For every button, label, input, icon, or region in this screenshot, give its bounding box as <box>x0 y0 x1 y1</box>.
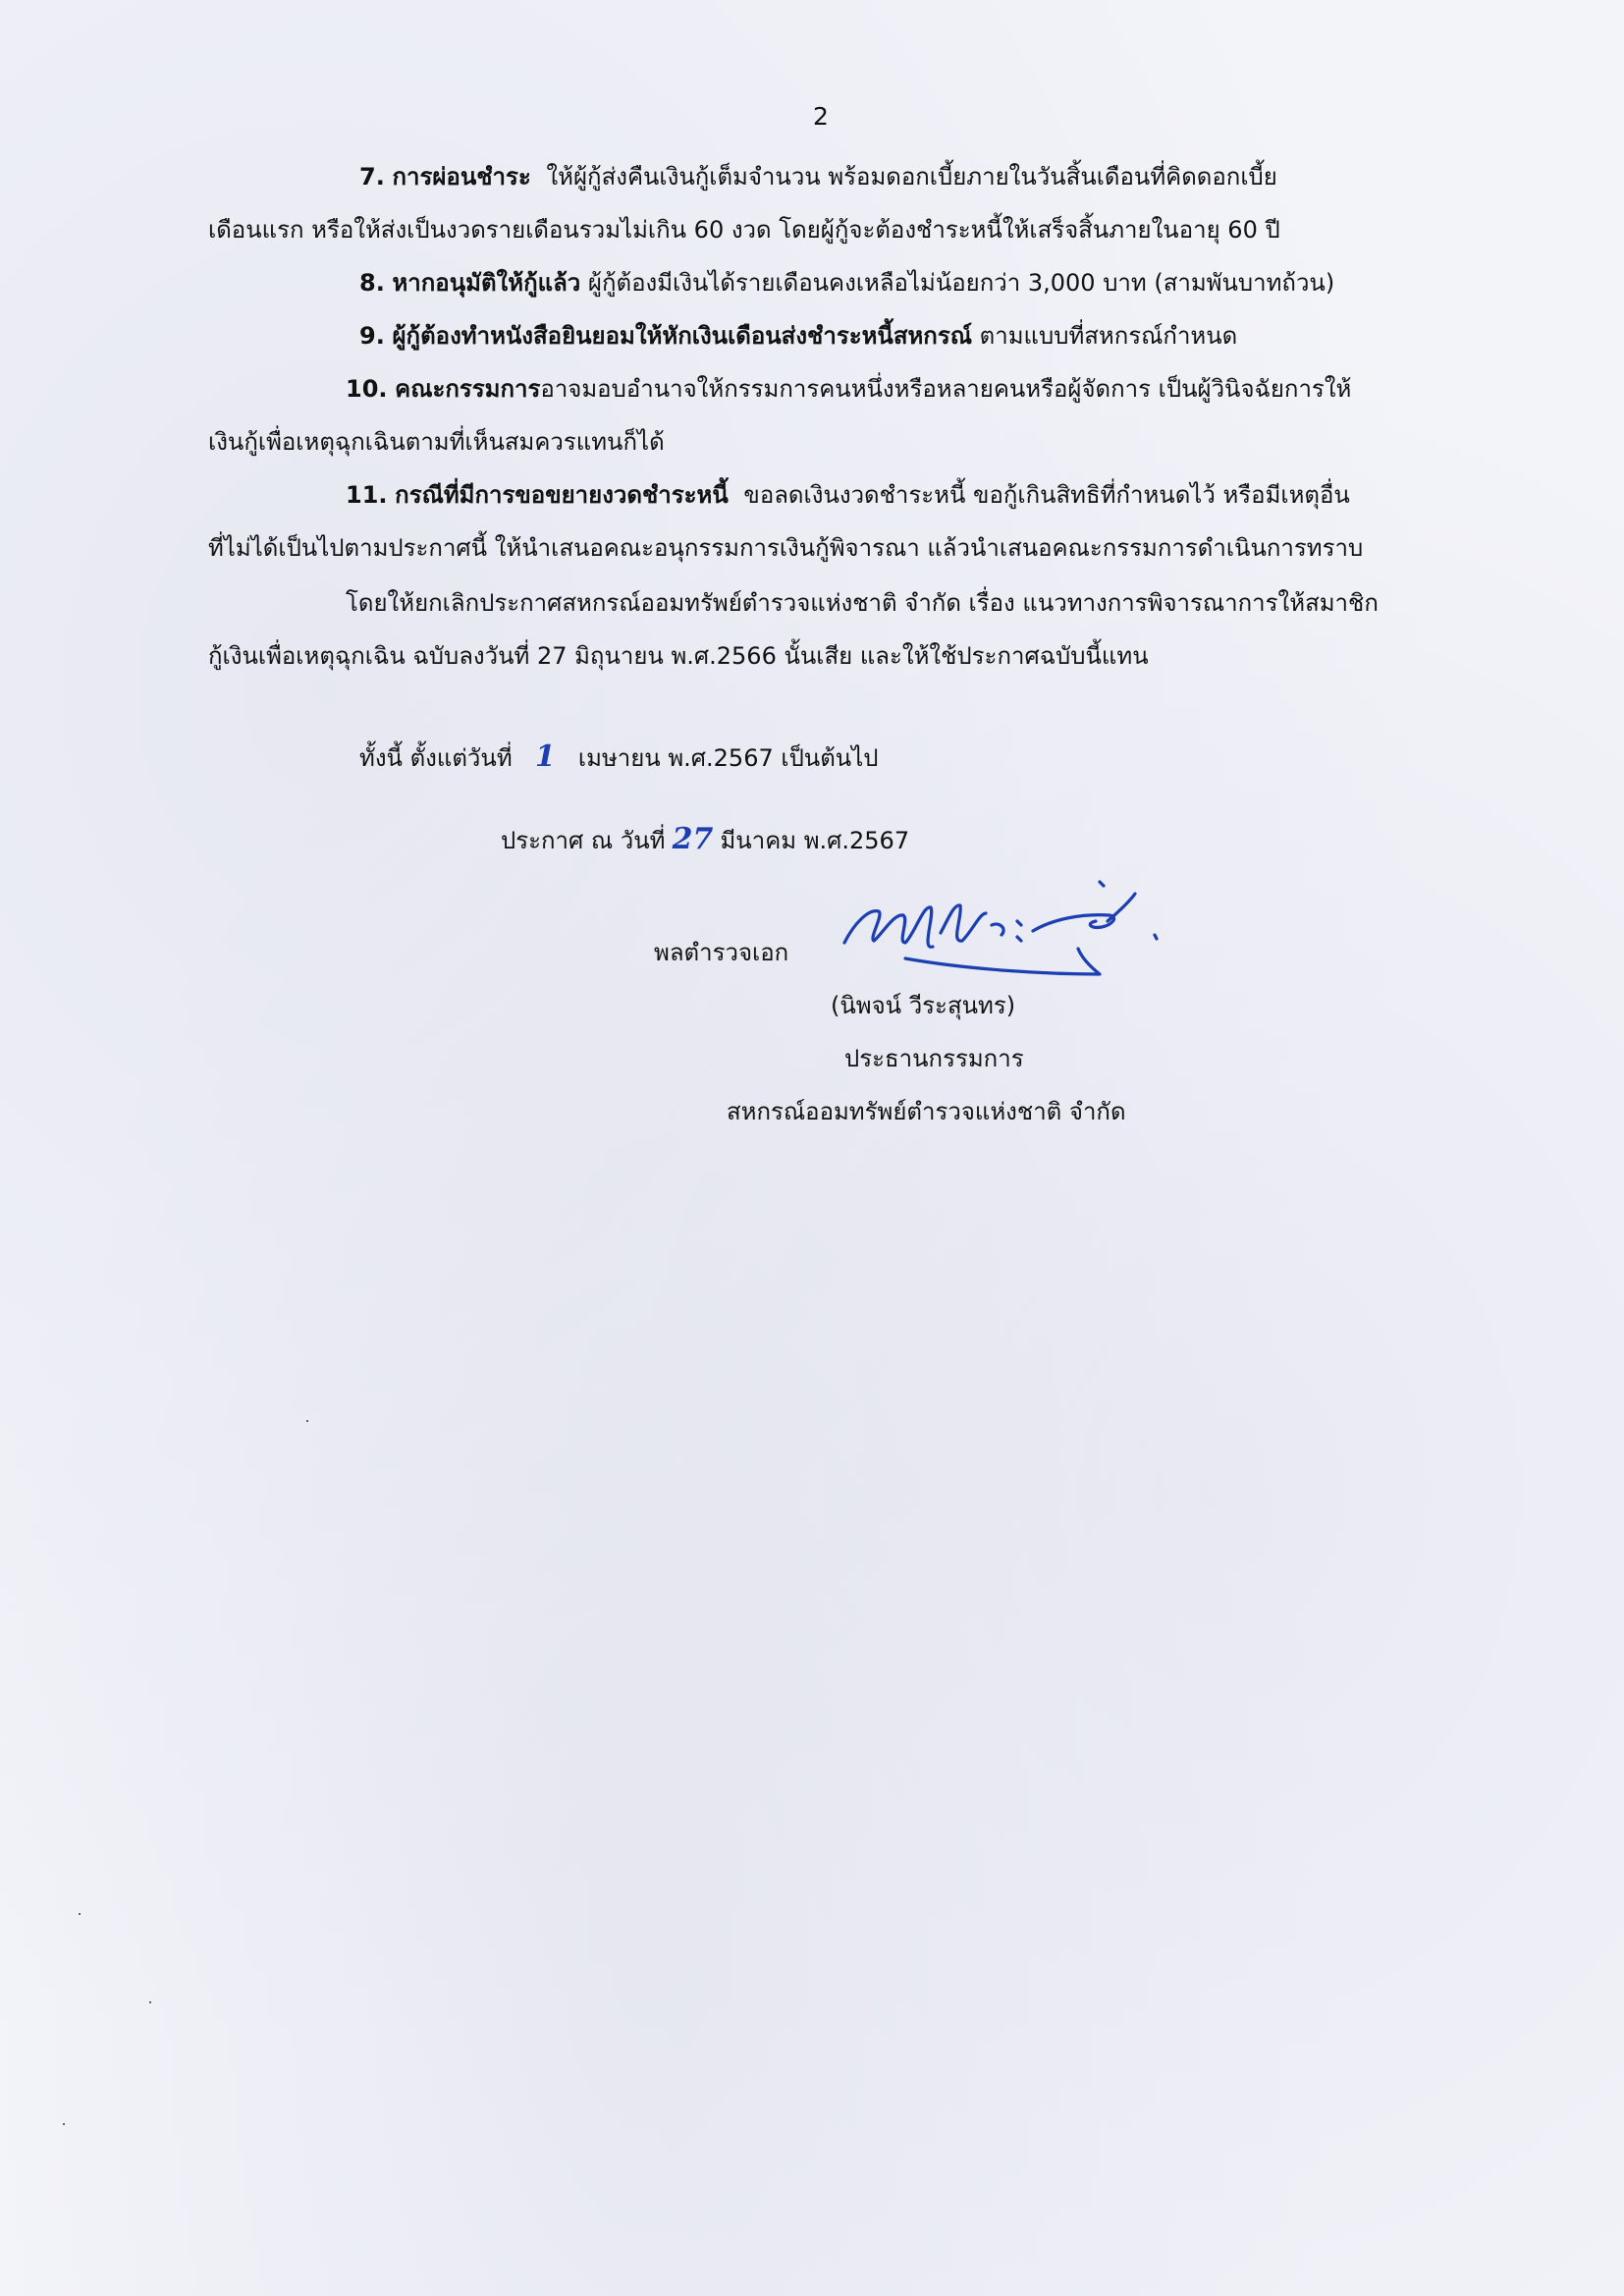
clause-9-text: ตามแบบที่สหกรณ์กำหนด <box>979 322 1238 350</box>
clause-9-heading: ผู้กู้ต้องทำหนังสือยินยอมให้หักเงินเดือนส่งชำระหนี้สหกรณ์ <box>392 322 972 350</box>
signatory-name: (นิพจน์ วีระสุนทร) <box>831 992 1016 1019</box>
revocation-line-2: กู้เงินเพื่อเหตุฉุกเฉิน ฉบับลงวันที่ 27 มิถุนายน พ.ศ.2566 นั้นเสีย และให้ใช้ประกาศฉบับนี้แทน <box>208 642 1149 670</box>
clause-10-line-2: เงินกู้เพื่อเหตุฉุกเฉินตามที่เห็นสมควรแทนก็ได้ <box>208 428 665 456</box>
clause-11-line-2: ที่ไม่ได้เป็นไปตามประกาศนี้ ให้นำเสนอคณะอนุกรรมการเงินกู้พิจารณา แล้วนำเสนอคณะกรรมการดำเนินการทราบ <box>208 534 1364 562</box>
effective-suffix: เมษายน พ.ศ.2567 เป็นต้นไป <box>577 744 879 772</box>
clause-8-number: 8. <box>359 269 385 297</box>
clause-11-text: ขอลดเงินงวดชำระหนี้ ขอกู้เกินสิทธิที่กำหนดไว้ หรือมีเหตุอื่น <box>743 481 1350 509</box>
clause-9-number: 9. <box>359 322 385 350</box>
clause-10-text: อาจมอบอำนาจให้กรรมการคนหนึ่งหรือหลายคนหรือผู้จัดการ เป็นผู้วินิจฉัยการให้ <box>540 375 1352 403</box>
announced-day-handwritten: 27 <box>672 822 714 856</box>
signature-image <box>825 864 1198 992</box>
effective-date-line <box>359 738 879 777</box>
clause-9-line-1 <box>359 316 1237 355</box>
signatory-rank: พลตำรวจเอก <box>654 939 789 966</box>
scan-speck <box>79 1913 81 1915</box>
clause-7-line-1 <box>359 157 1277 195</box>
effective-day-handwritten: 1 <box>534 739 556 774</box>
scan-speck <box>306 1420 308 1422</box>
signatory-organization: สหกรณ์ออมทรัพย์ตำรวจแห่งชาติ จำกัด <box>727 1098 1126 1125</box>
announcement-date-line <box>501 821 909 859</box>
clause-7-heading: การผ่อนชำระ <box>392 163 531 191</box>
page-number: 2 <box>813 102 829 131</box>
clause-8-line-1 <box>359 263 1334 301</box>
clause-10-line-1 <box>346 369 1351 408</box>
clause-8-heading: หากอนุมัติให้กู้แล้ว <box>392 269 581 297</box>
scan-speck <box>63 2123 65 2125</box>
clause-7-line-2: เดือนแรก หรือให้ส่งเป็นงวดรายเดือนรวมไม่เกิน 60 งวด โดยผู้กู้จะต้องชำระหนี้ให้เสร็จสิ้นภายในอายุ 60 ปี <box>208 216 1280 244</box>
clause-11-number: 11. <box>346 481 388 509</box>
announced-suffix: มีนาคม พ.ศ.2567 <box>720 827 910 854</box>
clause-11-line-1 <box>346 475 1350 514</box>
clause-10-heading: คณะกรรมการ <box>395 375 541 403</box>
clause-7-text: ให้ผู้กู้ส่งคืนเงินกู้เต็มจำนวน พร้อมดอกเบี้ยภายในวันสิ้นเดือนที่คิดดอกเบี้ย <box>546 163 1277 191</box>
revocation-line-1: โดยให้ยกเลิกประกาศสหกรณ์ออมทรัพย์ตำรวจแห่งชาติ จำกัด เรื่อง แนวทางการพิจารณาการให้สมาชิก <box>346 589 1379 617</box>
announced-prefix: ประกาศ ณ วันที่ <box>501 827 666 854</box>
effective-prefix: ทั้งนี้ ตั้งแต่วันที่ <box>359 744 513 772</box>
clause-8-text: ผู้กู้ต้องมีเงินได้รายเดือนคงเหลือไม่น้อยกว่า 3,000 บาท (สามพันบาทถ้วน) <box>587 269 1335 297</box>
clause-7-number: 7. <box>359 163 385 191</box>
scan-speck <box>149 2001 151 2003</box>
signatory-position: ประธานกรรมการ <box>844 1045 1024 1072</box>
clause-10-number: 10. <box>346 375 388 403</box>
clause-11-heading: กรณีที่มีการขอขยายงวดชำระหนี้ <box>395 481 729 509</box>
